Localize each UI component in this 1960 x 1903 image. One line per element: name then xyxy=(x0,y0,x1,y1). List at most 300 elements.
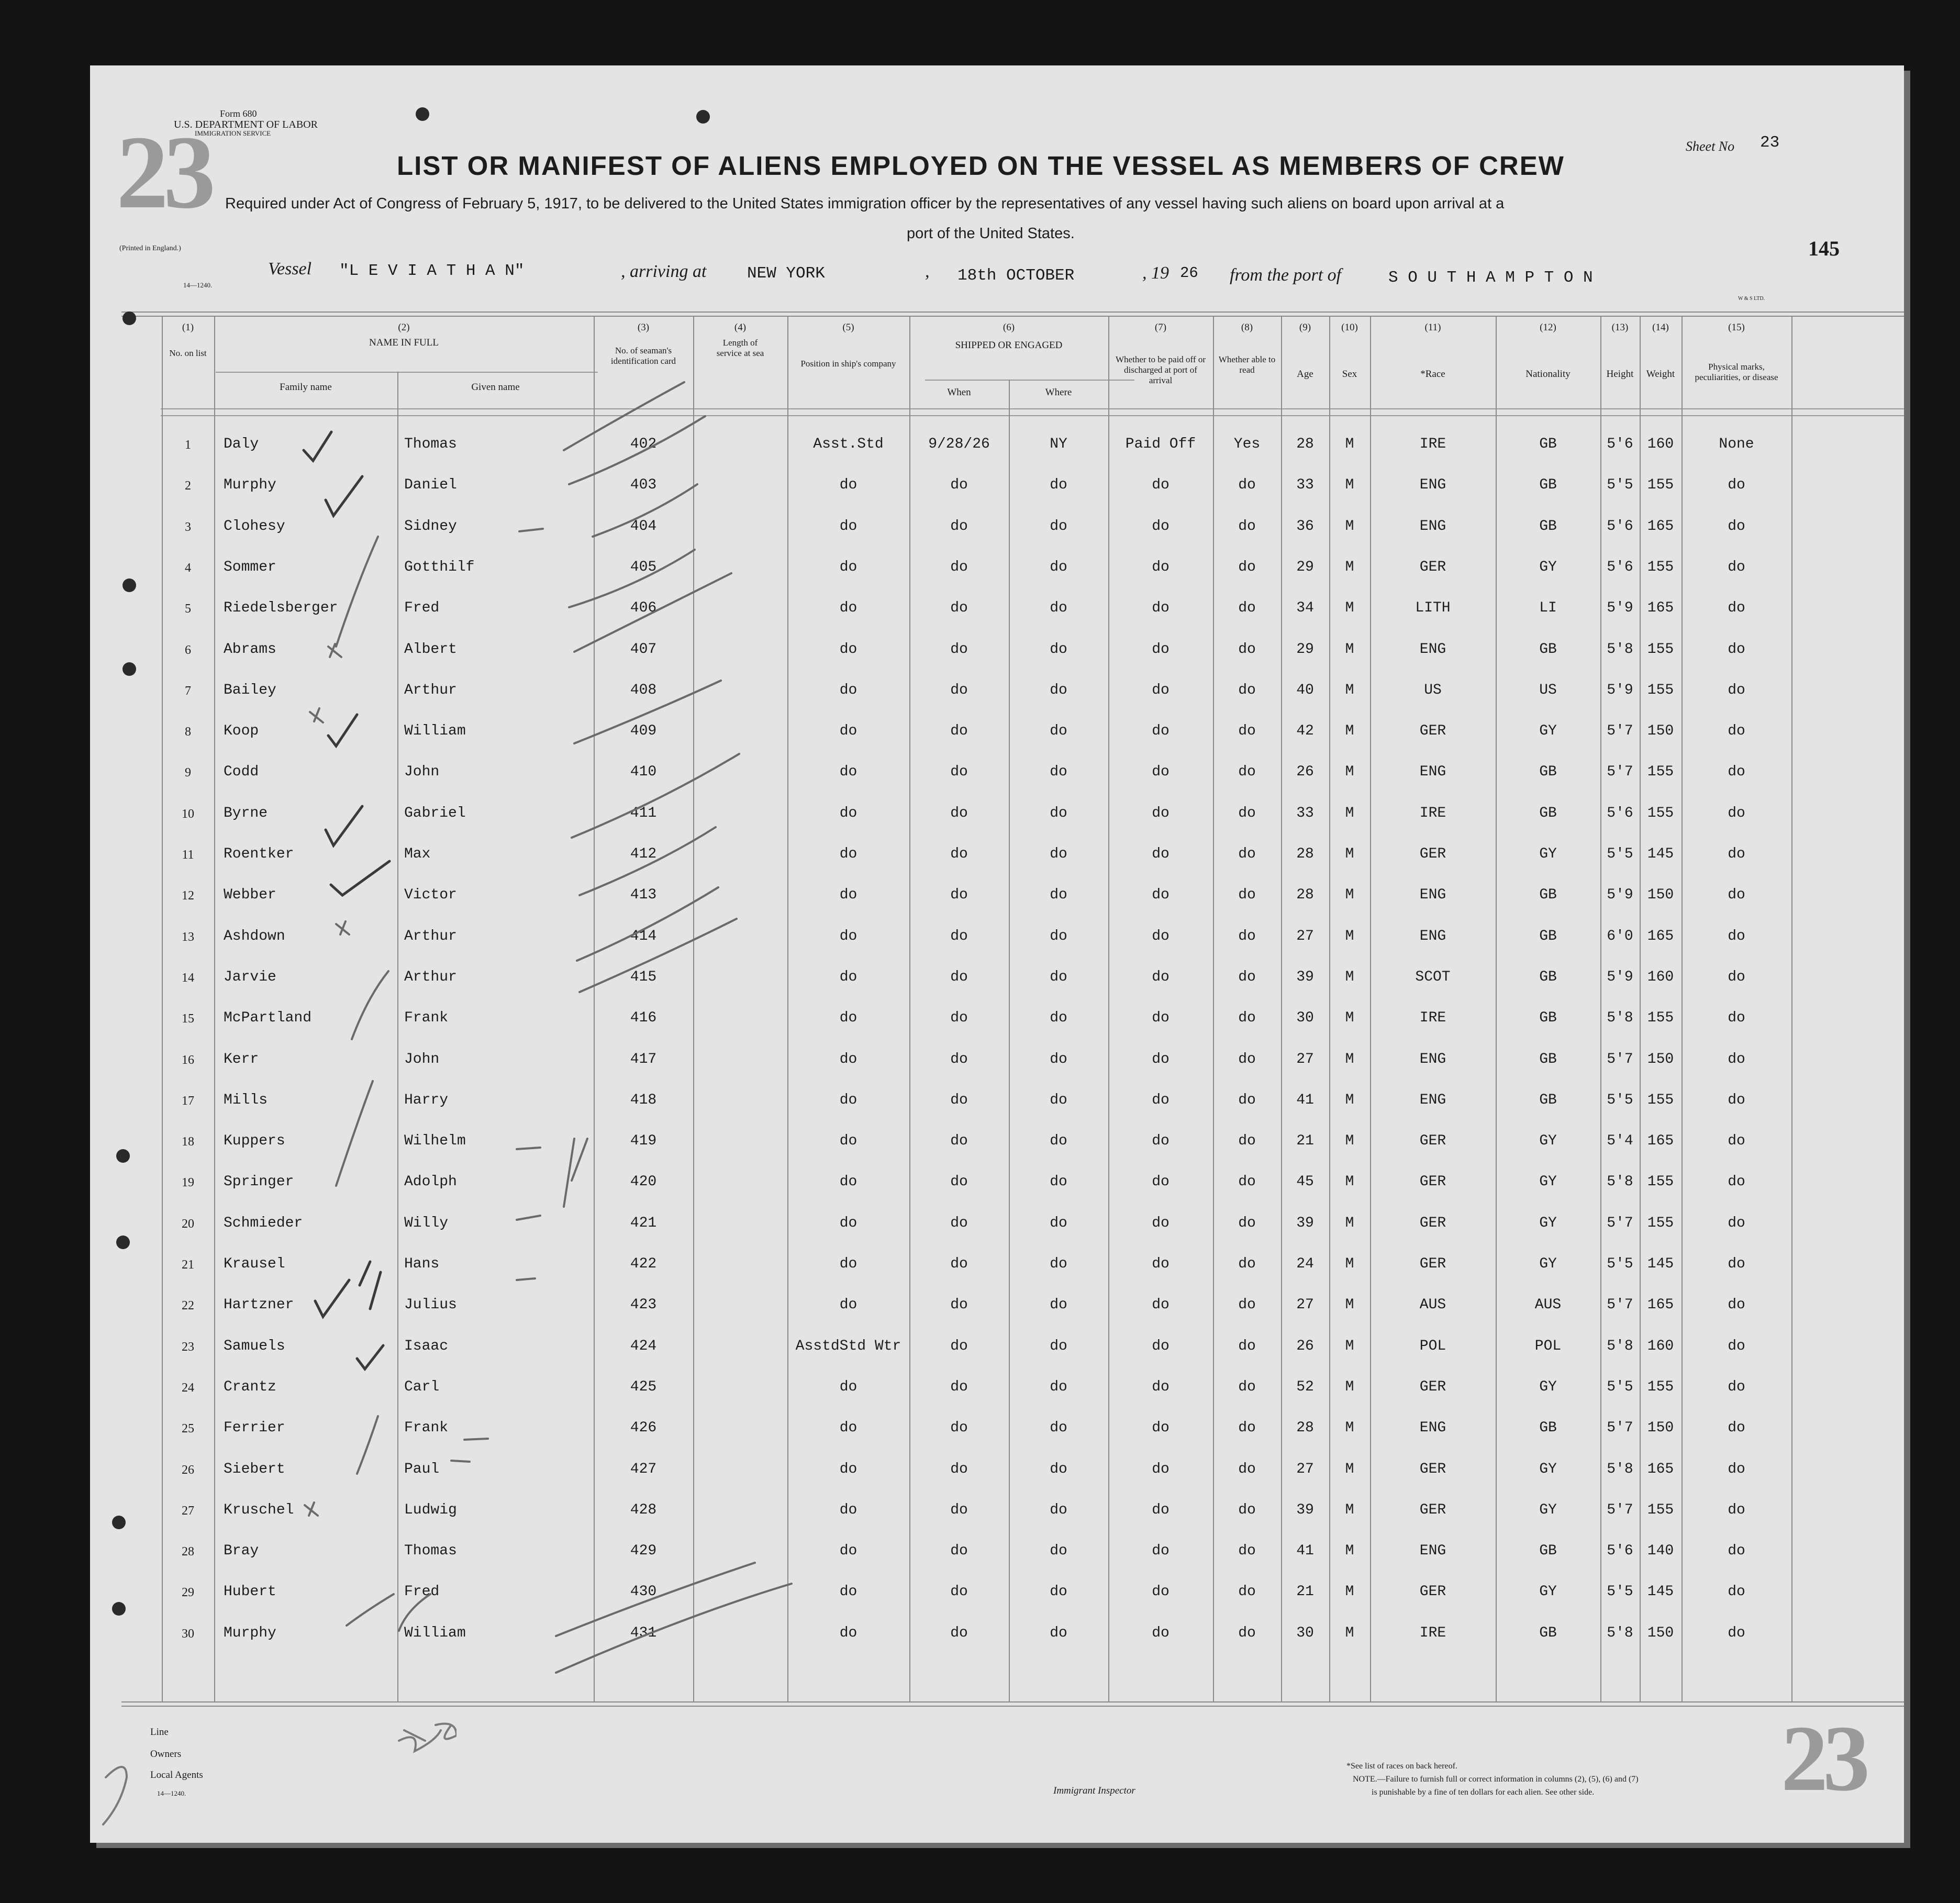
age-cell: 39 xyxy=(1296,969,1314,985)
age-cell: 33 xyxy=(1296,477,1314,493)
footer-line-label: Line xyxy=(150,1727,169,1738)
family-name-cell: Kruschel xyxy=(224,1502,294,1518)
printer-mark: W & S LTD. xyxy=(1738,296,1765,302)
card-number-cell: 416 xyxy=(630,1010,657,1026)
position-cell: do xyxy=(839,1051,858,1067)
shipped-where-cell: do xyxy=(1050,887,1067,903)
shipped-when-cell: do xyxy=(950,1584,968,1600)
sex-cell: M xyxy=(1345,1215,1354,1231)
height-cell: 5'7 xyxy=(1607,1051,1633,1067)
cross-mark xyxy=(360,1262,381,1309)
position-cell: do xyxy=(839,1420,858,1436)
race-cell: LITH xyxy=(1415,600,1451,616)
footer-owners-label: Owners xyxy=(150,1749,182,1760)
shipped-when-cell: do xyxy=(950,805,968,821)
given-name-cell: William xyxy=(404,723,466,739)
card-number-cell: 408 xyxy=(630,682,657,698)
position-cell: do xyxy=(839,928,858,944)
physical-marks-cell: do xyxy=(1728,1133,1745,1149)
vessel-label: Vessel xyxy=(268,259,312,279)
given-name-cell: John xyxy=(404,764,440,780)
row-number-cell: 10 xyxy=(182,807,194,821)
height-cell: 5'6 xyxy=(1607,436,1633,452)
able-to-read-cell: do xyxy=(1238,682,1256,698)
shipped-when-cell: do xyxy=(950,764,968,780)
race-cell: ENG xyxy=(1419,477,1446,493)
weight-cell: 150 xyxy=(1647,1420,1674,1436)
shipped-where-cell: do xyxy=(1050,682,1067,698)
position-cell: do xyxy=(839,682,858,698)
age-cell: 42 xyxy=(1296,723,1314,739)
age-cell: 28 xyxy=(1296,887,1314,903)
given-name-cell: Max xyxy=(404,846,431,862)
weight-cell: 165 xyxy=(1647,1461,1674,1477)
card-number-cell: 431 xyxy=(630,1625,657,1641)
row-number-cell: 26 xyxy=(182,1463,194,1477)
given-name-cell: William xyxy=(404,1625,466,1641)
able-to-read-cell: do xyxy=(1238,1051,1256,1067)
race-cell: GER xyxy=(1419,1461,1446,1477)
shipped-where-cell: do xyxy=(1050,1174,1067,1190)
race-cell: GER xyxy=(1419,1133,1446,1149)
position-cell: do xyxy=(839,1010,858,1026)
nationality-cell: GB xyxy=(1539,1010,1557,1026)
nationality-cell: POL xyxy=(1534,1338,1562,1354)
paid-off-cell: do xyxy=(1152,559,1170,575)
departure-port: S O U T H A M P T O N xyxy=(1388,269,1593,287)
card-number-cell: 409 xyxy=(630,723,657,739)
shipped-when-cell: do xyxy=(950,600,968,616)
card-number-cell: 404 xyxy=(630,518,657,535)
paid-off-cell: do xyxy=(1152,1502,1170,1518)
card-number-cell: 410 xyxy=(630,764,657,780)
able-to-read-cell: Yes xyxy=(1233,436,1261,452)
age-cell: 28 xyxy=(1296,1420,1314,1436)
position-cell: Asst.Std xyxy=(813,436,884,452)
col13-number: (13) xyxy=(1611,322,1629,333)
weight-cell: 155 xyxy=(1647,805,1674,821)
col1-number: (1) xyxy=(182,322,194,333)
col5-number: (5) xyxy=(842,322,854,333)
paid-off-cell: do xyxy=(1152,1010,1170,1026)
paid-off-cell: do xyxy=(1152,764,1170,780)
shipped-when-cell: do xyxy=(950,1543,968,1559)
race-cell: SCOT xyxy=(1415,969,1451,985)
shipped-where-cell: do xyxy=(1050,846,1067,862)
col10-number: (10) xyxy=(1341,322,1358,333)
shipped-where-cell: do xyxy=(1050,1584,1067,1600)
position-cell: do xyxy=(839,1133,858,1149)
shipped-where-cell: do xyxy=(1050,1543,1067,1559)
arrival-date: 18th OCTOBER xyxy=(957,266,1075,285)
row-number-cell: 27 xyxy=(182,1504,194,1518)
position-cell: do xyxy=(839,969,858,985)
race-cell: ENG xyxy=(1419,928,1446,944)
card-number-cell: 417 xyxy=(630,1051,657,1067)
able-to-read-cell: do xyxy=(1238,1420,1256,1436)
sex-cell: M xyxy=(1345,518,1354,535)
nationality-cell: GY xyxy=(1539,1256,1557,1272)
given-name-cell: Sidney xyxy=(404,518,457,535)
nationality-cell: GY xyxy=(1539,1379,1557,1395)
shipped-when-cell: do xyxy=(950,1092,968,1108)
date-comma: , xyxy=(925,262,930,281)
nationality-cell: GB xyxy=(1539,1051,1557,1067)
shipped-when-cell: do xyxy=(950,928,968,944)
race-cell: ENG xyxy=(1419,887,1446,903)
physical-marks-cell: do xyxy=(1728,1010,1745,1026)
family-name-cell: Murphy xyxy=(224,477,276,493)
card-number-cell: 425 xyxy=(630,1379,657,1395)
height-cell: 5'9 xyxy=(1607,887,1633,903)
card-number-cell: 413 xyxy=(630,887,657,903)
family-name-cell: Bray xyxy=(224,1543,259,1559)
able-to-read-cell: do xyxy=(1238,1502,1256,1518)
family-name-cell: Siebert xyxy=(224,1461,285,1477)
check-mark xyxy=(331,861,389,895)
family-name-cell: Samuels xyxy=(224,1338,285,1354)
nationality-cell: AUS xyxy=(1534,1297,1562,1313)
nationality-cell: US xyxy=(1539,682,1557,698)
punch-hole xyxy=(122,578,136,592)
footer-pencil-marks xyxy=(90,1715,456,1835)
arrival-port: NEW YORK xyxy=(747,264,825,283)
col7-number: (7) xyxy=(1154,322,1167,333)
row-number-cell: 5 xyxy=(185,602,191,616)
physical-marks-cell: do xyxy=(1728,1379,1745,1395)
nationality-cell: GB xyxy=(1539,1543,1557,1559)
age-cell: 26 xyxy=(1296,1338,1314,1354)
card-number-cell: 426 xyxy=(630,1420,657,1436)
weight-cell: 150 xyxy=(1647,1625,1674,1641)
age-cell: 21 xyxy=(1296,1133,1314,1149)
department: U.S. DEPARTMENT OF LABOR xyxy=(174,119,318,130)
position-cell: do xyxy=(839,1625,858,1641)
shipped-when-cell: do xyxy=(950,969,968,985)
row-number-cell: 21 xyxy=(182,1258,194,1272)
weight-cell: 165 xyxy=(1647,928,1674,944)
height-cell: 5'8 xyxy=(1607,1338,1633,1354)
diagonal-stroke xyxy=(569,550,695,607)
position-cell: do xyxy=(839,1379,858,1395)
weight-cell: 145 xyxy=(1647,1256,1674,1272)
row-number-cell: 20 xyxy=(182,1217,194,1231)
position-cell: do xyxy=(839,723,858,739)
family-name-cell: Ashdown xyxy=(224,928,285,944)
height-cell: 5'7 xyxy=(1607,1297,1633,1313)
sex-cell: M xyxy=(1345,559,1354,575)
check-mark xyxy=(357,1345,383,1369)
physical-marks-cell: do xyxy=(1728,764,1745,780)
sex-cell: M xyxy=(1345,887,1354,903)
footnote-races: *See list of races on back hereof. xyxy=(1346,1762,1457,1771)
physical-marks-cell: do xyxy=(1728,1338,1745,1354)
able-to-read-cell: do xyxy=(1238,1543,1256,1559)
able-to-read-cell: do xyxy=(1238,846,1256,862)
paid-off-cell: Paid Off xyxy=(1125,436,1196,452)
race-cell: GER xyxy=(1419,559,1446,575)
row-number-cell: 12 xyxy=(182,889,194,903)
row-number-cell: 11 xyxy=(182,848,194,862)
col15-number: (15) xyxy=(1728,322,1745,333)
check-mark xyxy=(315,1280,349,1317)
shipped-where-cell: do xyxy=(1050,1338,1067,1354)
given-name-cell: Gotthilf xyxy=(404,559,475,575)
row-number-cell: 16 xyxy=(182,1053,194,1067)
col11-number: (11) xyxy=(1424,322,1441,333)
age-cell: 41 xyxy=(1296,1092,1314,1108)
dash-mark xyxy=(451,529,543,1462)
weight-cell: 155 xyxy=(1647,1379,1674,1395)
col3-header: No. of seaman's identification card xyxy=(610,346,676,366)
pencil-stroke xyxy=(357,1416,378,1474)
age-cell: 27 xyxy=(1296,1051,1314,1067)
shipped-where-cell: do xyxy=(1050,1297,1067,1313)
col3-number: (3) xyxy=(637,322,650,333)
physical-marks-cell: None xyxy=(1719,436,1754,452)
sex-cell: M xyxy=(1345,1297,1354,1313)
nationality-cell: GY xyxy=(1539,1215,1557,1231)
age-cell: 24 xyxy=(1296,1256,1314,1272)
height-cell: 5'5 xyxy=(1607,477,1633,493)
able-to-read-cell: do xyxy=(1238,805,1256,821)
card-number-cell: 428 xyxy=(630,1502,657,1518)
weight-cell: 155 xyxy=(1647,1215,1674,1231)
col12-header: Nationality xyxy=(1525,369,1571,380)
sex-cell: M xyxy=(1345,1502,1354,1518)
shipped-when-cell: do xyxy=(950,1133,968,1149)
physical-marks-cell: do xyxy=(1728,600,1745,616)
race-cell: ENG xyxy=(1419,1420,1446,1436)
check-mark xyxy=(326,476,362,516)
race-cell: GER xyxy=(1419,1502,1446,1518)
weight-cell: 160 xyxy=(1647,436,1674,452)
able-to-read-cell: do xyxy=(1238,1625,1256,1641)
nationality-cell: GB xyxy=(1539,641,1557,658)
height-cell: 5'7 xyxy=(1607,1215,1633,1231)
page-number: 145 xyxy=(1808,237,1840,260)
physical-marks-cell: do xyxy=(1728,805,1745,821)
paid-off-cell: do xyxy=(1152,1297,1170,1313)
shipped-when-cell: do xyxy=(950,1338,968,1354)
card-number-cell: 423 xyxy=(630,1297,657,1313)
from-label: from the port of xyxy=(1230,265,1342,285)
nationality-cell: GY xyxy=(1539,723,1557,739)
height-cell: 6'0 xyxy=(1607,928,1633,944)
sex-cell: M xyxy=(1345,969,1354,985)
physical-marks-cell: do xyxy=(1728,1174,1745,1190)
pencil-scribble xyxy=(103,1767,127,1824)
sex-cell: M xyxy=(1345,1584,1354,1600)
shipped-where-cell: do xyxy=(1050,600,1067,616)
family-name-cell: Sommer xyxy=(224,559,276,575)
diagonal-stroke xyxy=(574,573,731,652)
race-cell: GER xyxy=(1419,1174,1446,1190)
age-cell: 28 xyxy=(1296,436,1314,452)
punch-hole xyxy=(112,1516,126,1529)
physical-marks-cell: do xyxy=(1728,1584,1745,1600)
given-name-cell: Harry xyxy=(404,1092,449,1108)
pencil-marks xyxy=(90,65,1904,1843)
family-name-header: Family name xyxy=(280,382,332,393)
able-to-read-cell: do xyxy=(1238,477,1256,493)
shipped-when-cell: do xyxy=(950,1502,968,1518)
diagonal-stroke xyxy=(593,484,697,537)
given-name-cell: Paul xyxy=(404,1461,440,1477)
card-number-cell: 419 xyxy=(630,1133,657,1149)
row-number-cell: 30 xyxy=(182,1627,194,1641)
pencil-scribble xyxy=(436,1724,456,1739)
nationality-cell: GY xyxy=(1539,846,1557,862)
age-cell: 52 xyxy=(1296,1379,1314,1395)
punch-hole xyxy=(116,1236,130,1249)
position-cell: do xyxy=(839,1461,858,1477)
shipped-when-cell: do xyxy=(950,477,968,493)
row-number-cell: 6 xyxy=(185,643,191,657)
height-cell: 5'5 xyxy=(1607,1092,1633,1108)
age-cell: 40 xyxy=(1296,682,1314,698)
given-name-cell: Gabriel xyxy=(404,805,466,821)
age-cell: 27 xyxy=(1296,1297,1314,1313)
physical-marks-cell: do xyxy=(1728,1420,1745,1436)
height-cell: 5'5 xyxy=(1607,1256,1633,1272)
diagonal-stroke xyxy=(577,887,718,961)
race-cell: ENG xyxy=(1419,641,1446,658)
position-cell: do xyxy=(839,1215,858,1231)
row-number-cell: 25 xyxy=(182,1422,194,1435)
paid-off-cell: do xyxy=(1152,477,1170,493)
paid-off-cell: do xyxy=(1152,805,1170,821)
race-cell: ENG xyxy=(1419,518,1446,535)
position-cell: do xyxy=(839,887,858,903)
x-mark xyxy=(310,708,323,722)
nationality-cell: GY xyxy=(1539,1584,1557,1600)
race-cell: US xyxy=(1424,682,1442,698)
given-name-cell: Hans xyxy=(404,1256,440,1272)
position-cell: do xyxy=(839,1584,858,1600)
col2-header: NAME IN FULL xyxy=(369,337,439,348)
family-name-cell: Codd xyxy=(224,764,259,780)
pencil-stroke xyxy=(336,1081,373,1186)
family-name-cell: Crantz xyxy=(224,1379,276,1395)
shipped-where-cell: do xyxy=(1050,1625,1067,1641)
given-name-cell: Arthur xyxy=(404,682,457,698)
age-cell: 21 xyxy=(1296,1584,1314,1600)
nationality-cell: GB xyxy=(1539,1625,1557,1641)
able-to-read-cell: do xyxy=(1238,1010,1256,1026)
position-cell: do xyxy=(839,641,858,658)
physical-marks-cell: do xyxy=(1728,477,1745,493)
weight-cell: 155 xyxy=(1647,477,1674,493)
shipped-when-cell: do xyxy=(950,682,968,698)
nationality-cell: GB xyxy=(1539,969,1557,985)
shipped-when-cell: do xyxy=(950,1297,968,1313)
paid-off-cell: do xyxy=(1152,1256,1170,1272)
sex-cell: M xyxy=(1345,723,1354,739)
punch-hole xyxy=(122,662,136,676)
weight-cell: 145 xyxy=(1647,846,1674,862)
subtitle-line-1: Required under Act of Congress of February 5, 1917, to be delivered to the United States immigration officer by the representatives of any vessel having such aliens on board upon arrival at a xyxy=(225,195,1505,212)
position-cell: do xyxy=(839,600,858,616)
paid-off-cell: do xyxy=(1152,1051,1170,1067)
given-name-cell: Isaac xyxy=(404,1338,449,1354)
height-cell: 5'8 xyxy=(1607,1625,1633,1641)
physical-marks-cell: do xyxy=(1728,1256,1745,1272)
family-name-cell: Hartzner xyxy=(224,1297,294,1313)
family-name-cell: Springer xyxy=(224,1174,294,1190)
card-number-cell: 403 xyxy=(630,477,657,493)
col8-header: Whether able to read xyxy=(1218,354,1276,375)
height-cell: 5'9 xyxy=(1607,600,1633,616)
shipped-where-cell: do xyxy=(1050,1256,1067,1272)
sex-cell: M xyxy=(1345,1461,1354,1477)
col9-header: Age xyxy=(1297,369,1313,380)
weight-cell: 140 xyxy=(1647,1543,1674,1559)
col12-number: (12) xyxy=(1540,322,1556,333)
sex-cell: M xyxy=(1345,764,1354,780)
given-name-cell: Albert xyxy=(404,641,457,658)
given-name-cell: Arthur xyxy=(404,969,457,985)
height-cell: 5'8 xyxy=(1607,1461,1633,1477)
given-name-header: Given name xyxy=(471,382,520,393)
family-name-cell: Ferrier xyxy=(224,1420,285,1436)
race-cell: ENG xyxy=(1419,764,1446,780)
position-cell: AsstdStd Wtr xyxy=(795,1338,901,1354)
row-number-cell: 29 xyxy=(182,1586,194,1599)
paid-off-cell: do xyxy=(1152,846,1170,862)
row-number-cell: 23 xyxy=(182,1340,194,1354)
height-cell: 5'6 xyxy=(1607,805,1633,821)
col9-number: (9) xyxy=(1299,322,1311,333)
weight-cell: 165 xyxy=(1647,1133,1674,1149)
shipped-when-cell: do xyxy=(950,518,968,535)
col1-header: No. on list xyxy=(169,348,207,358)
col10-header: Sex xyxy=(1342,369,1357,380)
given-name-cell: Carl xyxy=(404,1379,440,1395)
col14-header: Weight xyxy=(1646,369,1675,380)
paid-off-cell: do xyxy=(1152,1584,1170,1600)
race-cell: GER xyxy=(1419,1256,1446,1272)
race-cell: ENG xyxy=(1419,1543,1446,1559)
height-cell: 5'4 xyxy=(1607,1133,1633,1149)
race-cell: GER xyxy=(1419,723,1446,739)
row-number-cell: 13 xyxy=(182,930,194,944)
family-name-cell: Webber xyxy=(224,887,276,903)
family-name-cell: Byrne xyxy=(224,805,268,821)
height-cell: 5'8 xyxy=(1607,1174,1633,1190)
card-number-cell: 405 xyxy=(630,559,657,575)
manifest-sheet xyxy=(90,65,1904,1843)
row-number-cell: 4 xyxy=(185,561,191,575)
sex-cell: M xyxy=(1345,805,1354,821)
check-mark xyxy=(328,715,357,746)
weight-cell: 165 xyxy=(1647,1297,1674,1313)
row-number-cell: 9 xyxy=(185,766,191,780)
nationality-cell: GY xyxy=(1539,1461,1557,1477)
age-cell: 29 xyxy=(1296,559,1314,575)
col13-header: Height xyxy=(1606,369,1634,380)
nationality-cell: GB xyxy=(1539,436,1557,452)
printed-note: (Printed in England.) xyxy=(119,244,181,252)
form-code: 14—1240. xyxy=(183,281,213,289)
age-cell: 27 xyxy=(1296,928,1314,944)
col11-header: *Race xyxy=(1420,369,1445,380)
height-cell: 5'5 xyxy=(1607,1379,1633,1395)
family-name-cell: Kuppers xyxy=(224,1133,285,1149)
shipped-where-cell: do xyxy=(1050,764,1067,780)
given-name-cell: Fred xyxy=(404,1584,440,1600)
position-cell: do xyxy=(839,1297,858,1313)
